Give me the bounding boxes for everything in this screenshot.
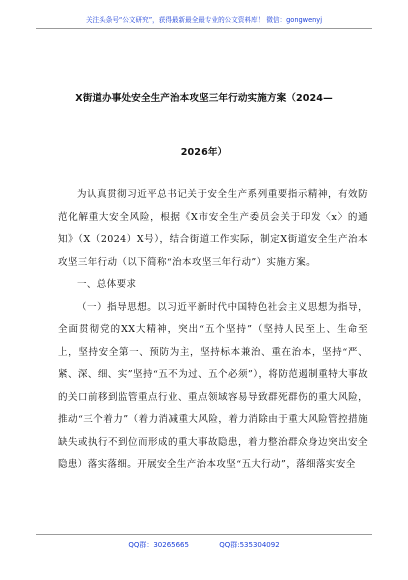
page-footer [36,534,372,550]
section-heading: 一、总体要求 [77,279,137,290]
title-line-1: X街道办事处安全生产治本攻坚三年行动实施方案（2024— [75,93,333,104]
page-header [36,14,372,29]
document-title [36,72,372,180]
qq-group-1: QQ群：30265665 [128,541,189,549]
document-body [58,184,368,477]
qq-group-2: QQ群:535304092 [219,541,280,549]
guiding-ideology-paragraph: （一）指导思想。以习近平新时代中国特色社会主义思想为指导，全面贯彻党的XX大精神，突出“五个坚持”（坚持人民至上、生命至上，坚持安全第一、预防为主，坚持标本兼治、重在治本，坚持“严、紧、深、细、实”坚持“五不为过、五个必须”），将防范遏制重特大事故的关口前移到监管重点行业、重点领域容易导致群死群伤的重大风险，推动“三个着力”（着力消减重大风险，着力消除由于重大风险管控措施缺失或执行不到位而形成的重大事故隐患，着力整治群众身边突出安全隐患）落实落细。开展安全生产治本攻坚“五大行动”，落细落实安全 [58,301,368,470]
intro-paragraph: 为认真贯彻习近平总书记关于安全生产系列重要指示精神，有效防范化解重大安全风险，根据《X市安全生产委员会关于印发〈x〉的通知》（X（2024）X号），结合街道工作实际，制定X街道安全生产治本攻坚三年行动（以下简称“治本攻坚三年行动”）实施方案。 [58,189,368,268]
header-text: 关注头条号“公文研究”，获得最新最全最专业的公文资料库！ 微信：gongwenyj [85,16,323,24]
title-line-2: 2026年） [180,147,228,158]
